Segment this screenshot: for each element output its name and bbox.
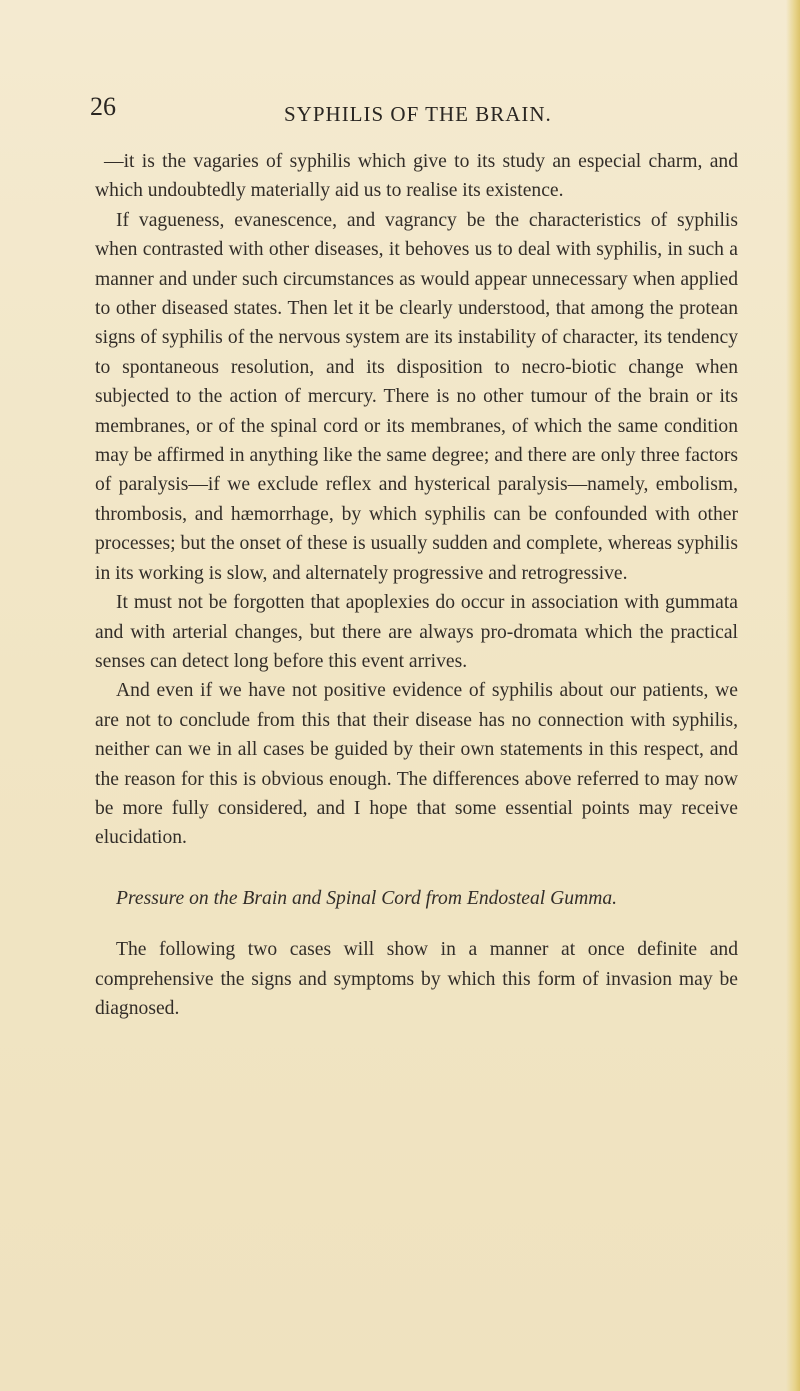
section-heading: Pressure on the Brain and Spinal Cord from Endosteal Gumma. — [116, 887, 618, 909]
paragraph: The following two cases will show in a manner at once definite and comprehensive the signs and symptoms by which this form of invasion may be diagnosed. — [95, 939, 738, 1019]
running-header — [90, 92, 740, 132]
body-text — [95, 147, 738, 1023]
page-edge-stain — [786, 0, 800, 1391]
paragraph: If vagueness, evanescence, and vagrancy be the characteristics of syphilis when contrasted with other diseases, it behoves us to deal with syphilis, in such a manner and under such circumstances as would appear unnecessary when applied to other diseased states. Then let it be clearly understood, that among the protean signs of syphilis of the nervous system are its instability of character, its tendency to spontaneous resolution, and its disposition to necro-biotic change when subjected to the action of mercury. There is no other tumour of the brain or its membranes, or of the spinal cord or its membranes, of which the same condition may be affirmed in anything like the same degree; and there are only three factors of paralysis—if we exclude reflex and hysterical paralysis—namely, embolism, thrombosis, and hæmorrhage, by which syphilis can be confounded with other processes; but the onset of these is usually sudden and complete, whereas syphilis in its working is slow, and alternately progressive and retrogressive. — [95, 209, 738, 584]
page-number: 26 — [90, 92, 116, 121]
paragraph: And even if we have not positive evidence of syphilis about our patients, we are not to conclude from this that their disease has no connection with syphilis, neither can we in all cases be guided by their own statements in this respect, and the reason for this is obvious enough. The differences above referred to may now be more fully considered, and I hope that some essential points may receive elucidation. — [95, 680, 738, 849]
running-title: SYPHILIS OF THE BRAIN. — [284, 102, 552, 126]
paragraph: It must not be forgotten that apoplexies do occur in association with gummata and with arterial changes, but there are always pro-dromata which the practical senses can detect long before this event arrives. — [95, 592, 738, 672]
paragraph: —it is the vagaries of syphilis which give to its study an especial charm, and which undoubtedly materially aid us to realise its existence. — [95, 151, 738, 202]
